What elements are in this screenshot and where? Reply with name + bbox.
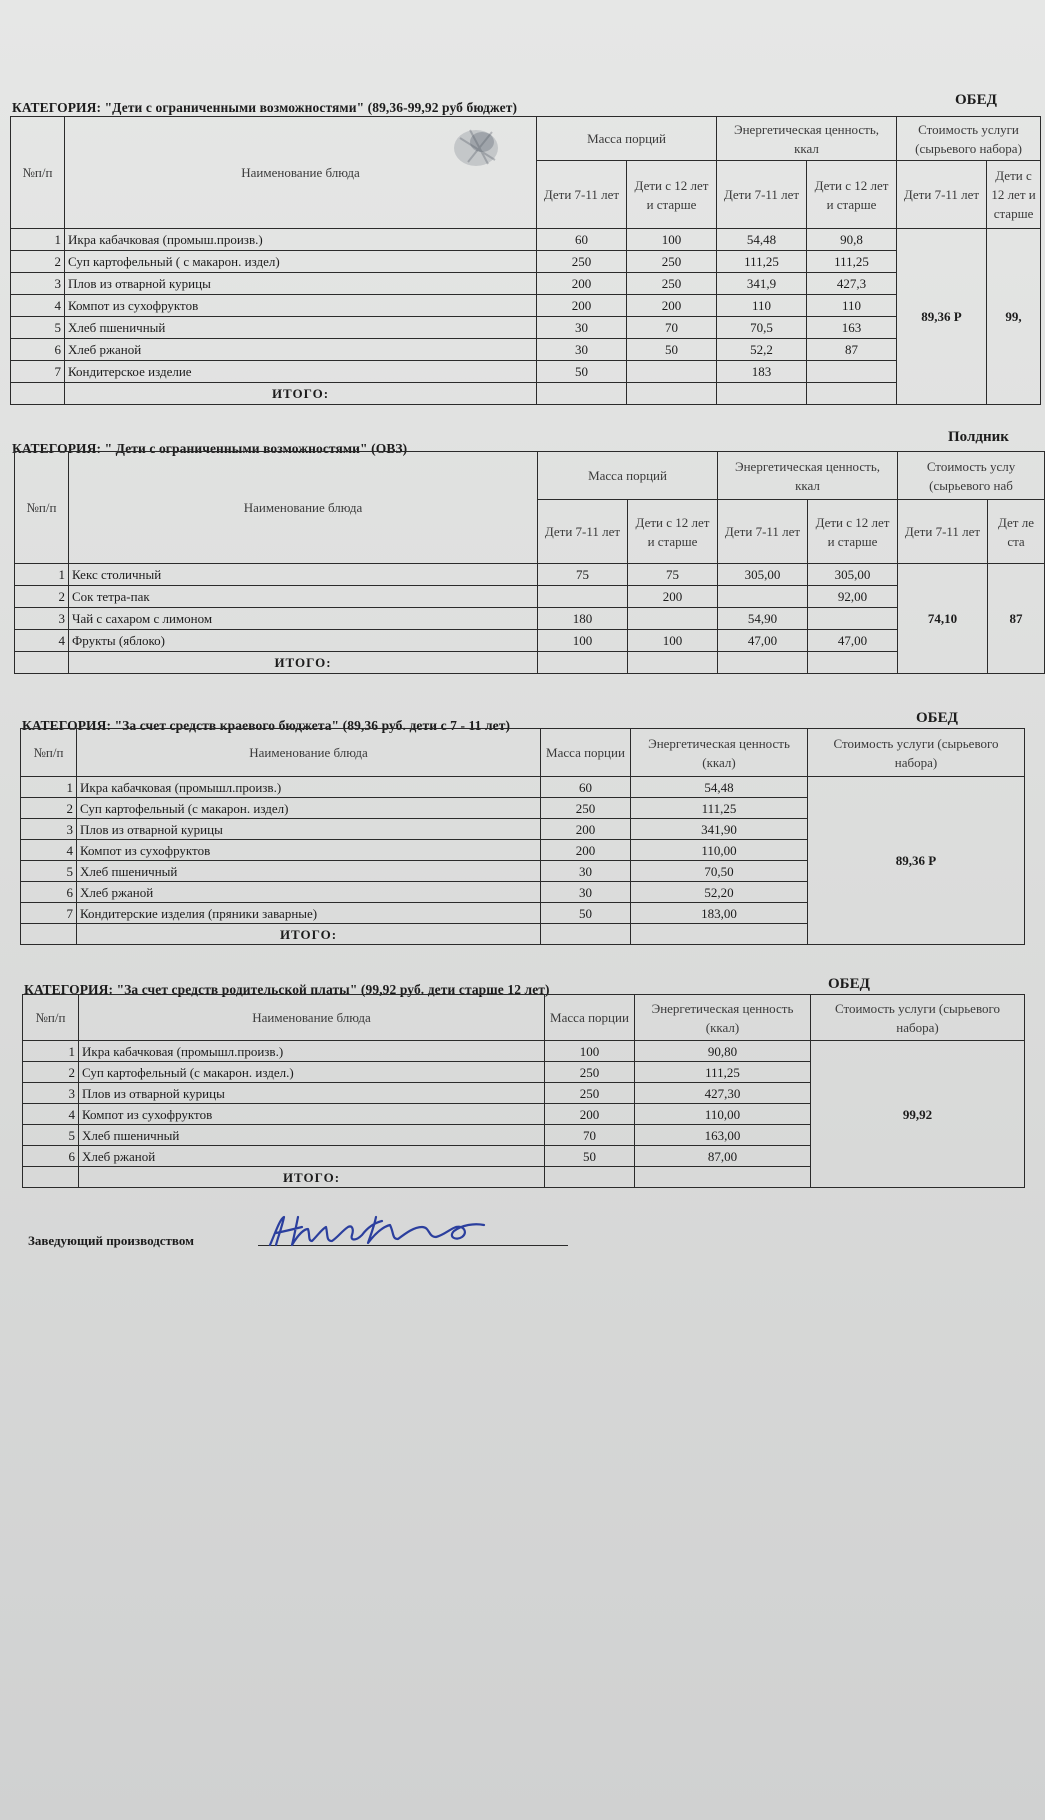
header-kids-7-11: Дети 7-11 лет: [898, 500, 988, 564]
energy-7-11: 183: [717, 361, 807, 383]
mass-12: 200: [628, 586, 718, 608]
mass: 200: [541, 840, 631, 861]
row-number: 3: [23, 1083, 79, 1104]
dish-name: Икра кабачковая (промышл.произв.): [77, 777, 541, 798]
total-label: ИТОГО:: [65, 383, 537, 405]
dish-name: Хлеб пшеничный: [65, 317, 537, 339]
row-number: 4: [21, 840, 77, 861]
mass-7-11: 50: [537, 361, 627, 383]
section4-meal: ОБЕД: [828, 976, 870, 992]
dish-name: Компот из сухофруктов: [65, 295, 537, 317]
header-energy: Энергетическая ценность (ккал): [635, 995, 811, 1041]
mass-12: 75: [628, 564, 718, 586]
mass: 250: [545, 1062, 635, 1083]
row-number: 2: [23, 1062, 79, 1083]
row-number: 1: [11, 229, 65, 251]
energy: 52,20: [631, 882, 808, 903]
dish-name: Хлеб ржаной: [79, 1146, 545, 1167]
energy: 110,00: [635, 1104, 811, 1125]
cost: 99,92: [811, 1041, 1025, 1188]
mass: 200: [545, 1104, 635, 1125]
header-kids-7-11: Дети 7-11 лет: [537, 161, 627, 229]
mass-7-11: 100: [538, 630, 628, 652]
mass-12: 50: [627, 339, 717, 361]
header-mass: Масса порции: [541, 729, 631, 777]
dish-name: Кекс столичный: [69, 564, 538, 586]
row-number: 1: [21, 777, 77, 798]
energy: 110,00: [631, 840, 808, 861]
section3-category: КАТЕГОРИЯ: "За счет средств краевого бюджета" (89,36 руб. дети с 7 - 11 лет): [22, 718, 511, 733]
section3-meal: ОБЕД: [916, 710, 958, 726]
mass: 30: [541, 861, 631, 882]
cost-7-11: 74,10: [898, 564, 988, 674]
dish-name: Плов из отварной курицы: [65, 273, 537, 295]
dish-name: Хлеб ржаной: [65, 339, 537, 361]
row-number: 7: [21, 903, 77, 924]
dish-name: Икра кабачковая (промыш.произв.): [65, 229, 537, 251]
header-kids-12: Дети с 12 лет и старше: [628, 500, 718, 564]
row-number: 5: [11, 317, 65, 339]
energy-7-11: 341,9: [717, 273, 807, 295]
row-number: 4: [11, 295, 65, 317]
header-num: №п/п: [21, 729, 77, 777]
energy-7-11: 305,00: [718, 564, 808, 586]
energy-12: 87: [807, 339, 897, 361]
energy-12: 47,00: [808, 630, 898, 652]
energy-12: [808, 608, 898, 630]
mass-12: [628, 608, 718, 630]
section2-table: [14, 451, 1045, 674]
energy-7-11: 52,2: [717, 339, 807, 361]
energy-7-11: 70,5: [717, 317, 807, 339]
energy-12: 90,8: [807, 229, 897, 251]
cost-7-11: 89,36 Р: [897, 229, 987, 405]
dish-name: Хлеб пшеничный: [79, 1125, 545, 1146]
row-number: 2: [15, 586, 69, 608]
dish-name: Икра кабачковая (промышл.произв.): [79, 1041, 545, 1062]
energy-12: 305,00: [808, 564, 898, 586]
header-kids-7-11: Дети 7-11 лет: [897, 161, 987, 229]
mass-7-11: 200: [537, 295, 627, 317]
section1-category: КАТЕГОРИЯ: "Дети с ограниченными возможностями" (89,36-99,92 руб бюджет): [12, 100, 518, 115]
table-row: [21, 777, 1025, 798]
mass-12: 200: [627, 295, 717, 317]
section4-table: [22, 994, 1025, 1188]
header-kids-12: Дети с 12 лет и старше: [808, 500, 898, 564]
header-mass: Масса порций: [538, 452, 718, 500]
header-dish: Наименование блюда: [77, 729, 541, 777]
energy: 111,25: [631, 798, 808, 819]
mass-7-11: 200: [537, 273, 627, 295]
header-kids-7-11: Дети 7-11 лет: [718, 500, 808, 564]
table-row: [11, 361, 1041, 383]
mass: 70: [545, 1125, 635, 1146]
energy: 163,00: [635, 1125, 811, 1146]
energy: 87,00: [635, 1146, 811, 1167]
dish-name: Компот из сухофруктов: [77, 840, 541, 861]
row-number: 1: [15, 564, 69, 586]
row-number: 5: [21, 861, 77, 882]
total-label: ИТОГО:: [79, 1167, 545, 1188]
mass-12: 100: [628, 630, 718, 652]
row-number: 6: [11, 339, 65, 361]
signature-label: Заведующий производством: [28, 1233, 194, 1248]
table-row: [11, 273, 1041, 295]
header-kids-12: Дет ле ста: [988, 500, 1045, 564]
row-number: 4: [23, 1104, 79, 1125]
mass: 100: [545, 1041, 635, 1062]
handwritten-signature: [258, 1205, 548, 1253]
mass-7-11: 250: [537, 251, 627, 273]
header-cost: Стоимость услуги (сырьевого набора): [811, 995, 1025, 1041]
energy-12: 427,3: [807, 273, 897, 295]
row-number: 7: [11, 361, 65, 383]
energy-7-11: 110: [717, 295, 807, 317]
header-num: №п/п: [15, 452, 69, 564]
row-number: 2: [11, 251, 65, 273]
row-number: 4: [15, 630, 69, 652]
table-row: [11, 229, 1041, 251]
mass-7-11: [538, 586, 628, 608]
energy-12: 111,25: [807, 251, 897, 273]
row-number: 6: [21, 882, 77, 903]
energy: 90,80: [635, 1041, 811, 1062]
energy-12: 163: [807, 317, 897, 339]
mass-12: [627, 361, 717, 383]
cost-12: 87: [988, 564, 1045, 674]
header-dish: Наименование блюда: [79, 995, 545, 1041]
dish-name: Компот из сухофруктов: [79, 1104, 545, 1125]
section2-category: КАТЕГОРИЯ: " Дети с ограниченными возможностями" (ОВЗ): [12, 441, 408, 456]
dish-name: Кондитерское изделие: [65, 361, 537, 383]
header-dish: Наименование блюда: [69, 452, 538, 564]
header-mass: Масса порций: [537, 117, 717, 161]
cost-12: 99,: [987, 229, 1041, 405]
row-number: 3: [21, 819, 77, 840]
row-number: 2: [21, 798, 77, 819]
total-label: ИТОГО:: [69, 652, 538, 674]
total-label: ИТОГО:: [77, 924, 541, 945]
mass: 200: [541, 819, 631, 840]
mass: 250: [541, 798, 631, 819]
dish-name: Хлеб пшеничный: [77, 861, 541, 882]
mass: 50: [541, 903, 631, 924]
dish-name: Суп картофельный ( с макарон. издел): [65, 251, 537, 273]
energy-7-11: 54,90: [718, 608, 808, 630]
row-number: 3: [15, 608, 69, 630]
mass-12: 70: [627, 317, 717, 339]
header-kids-7-11: Дети 7-11 лет: [717, 161, 807, 229]
mass-12: 100: [627, 229, 717, 251]
row-number: 1: [23, 1041, 79, 1062]
energy-7-11: 54,48: [717, 229, 807, 251]
mass-7-11: 75: [538, 564, 628, 586]
dish-name: Сок тетра-пак: [69, 586, 538, 608]
table-row: [11, 295, 1041, 317]
table-row: [15, 586, 1045, 608]
row-number: 3: [11, 273, 65, 295]
energy: 183,00: [631, 903, 808, 924]
total-row: [11, 383, 1041, 405]
header-cost: Стоимость услу (сырьевого наб: [898, 452, 1045, 500]
dish-name: Кондитерские изделия (пряники заварные): [77, 903, 541, 924]
energy-12: 92,00: [808, 586, 898, 608]
header-kids-7-11: Дети 7-11 лет: [538, 500, 628, 564]
header-energy: Энергетическая ценность (ккал): [631, 729, 808, 777]
dish-name: Плов из отварной курицы: [79, 1083, 545, 1104]
header-num: №п/п: [11, 117, 65, 229]
header-cost: Стоимость услуги (сырьевого набора): [897, 117, 1041, 161]
energy: 54,48: [631, 777, 808, 798]
dish-name: Чай с сахаром с лимоном: [69, 608, 538, 630]
header-cost: Стоимость услуги (сырьевого набора): [808, 729, 1025, 777]
section1-meal: ОБЕД: [955, 92, 997, 108]
total-row: [15, 652, 1045, 674]
energy: 111,25: [635, 1062, 811, 1083]
header-kids-12: Дети с 12 лет и старше: [987, 161, 1041, 229]
energy-12: [807, 361, 897, 383]
dish-name: Плов из отварной курицы: [77, 819, 541, 840]
mass-7-11: 30: [537, 317, 627, 339]
table-row: [11, 339, 1041, 361]
table-row: [15, 630, 1045, 652]
table-row: [15, 564, 1045, 586]
header-kids-12: Дети с 12 лет и старше: [627, 161, 717, 229]
table-row: [23, 1041, 1025, 1062]
section4-category: КАТЕГОРИЯ: "За счет средств родительской платы" (99,92 руб. дети старше 12 лет): [24, 982, 550, 997]
energy-12: 110: [807, 295, 897, 317]
energy-7-11: 47,00: [718, 630, 808, 652]
mass-12: 250: [627, 273, 717, 295]
energy: 341,90: [631, 819, 808, 840]
header-energy: Энергетическая ценность, ккал: [718, 452, 898, 500]
energy: 70,50: [631, 861, 808, 882]
energy: 427,30: [635, 1083, 811, 1104]
header-dish: Наименование блюда: [65, 117, 537, 229]
mass: 250: [545, 1083, 635, 1104]
table-row: [11, 251, 1041, 273]
mass: 50: [545, 1146, 635, 1167]
header-energy: Энергетическая ценность, ккал: [717, 117, 897, 161]
table-row: [15, 608, 1045, 630]
dish-name: Суп картофельный (с макарон. издел): [77, 798, 541, 819]
mass-7-11: 60: [537, 229, 627, 251]
header-kids-12: Дети с 12 лет и старше: [807, 161, 897, 229]
row-number: 6: [23, 1146, 79, 1167]
section2-meal: Полдник: [948, 429, 1009, 445]
mass-7-11: 30: [537, 339, 627, 361]
cost: 89,36 Р: [808, 777, 1025, 945]
energy-7-11: [718, 586, 808, 608]
mass-7-11: 180: [538, 608, 628, 630]
mass: 30: [541, 882, 631, 903]
section1-table: [10, 116, 1041, 405]
energy-7-11: 111,25: [717, 251, 807, 273]
section3-table: [20, 728, 1025, 945]
mass: 60: [541, 777, 631, 798]
dish-name: Хлеб ржаной: [77, 882, 541, 903]
mass-12: 250: [627, 251, 717, 273]
dish-name: Фрукты (яблоко): [69, 630, 538, 652]
header-mass: Масса порции: [545, 995, 635, 1041]
dish-name: Суп картофельный (с макарон. издел.): [79, 1062, 545, 1083]
table-row: [11, 317, 1041, 339]
row-number: 5: [23, 1125, 79, 1146]
header-num: №п/п: [23, 995, 79, 1041]
